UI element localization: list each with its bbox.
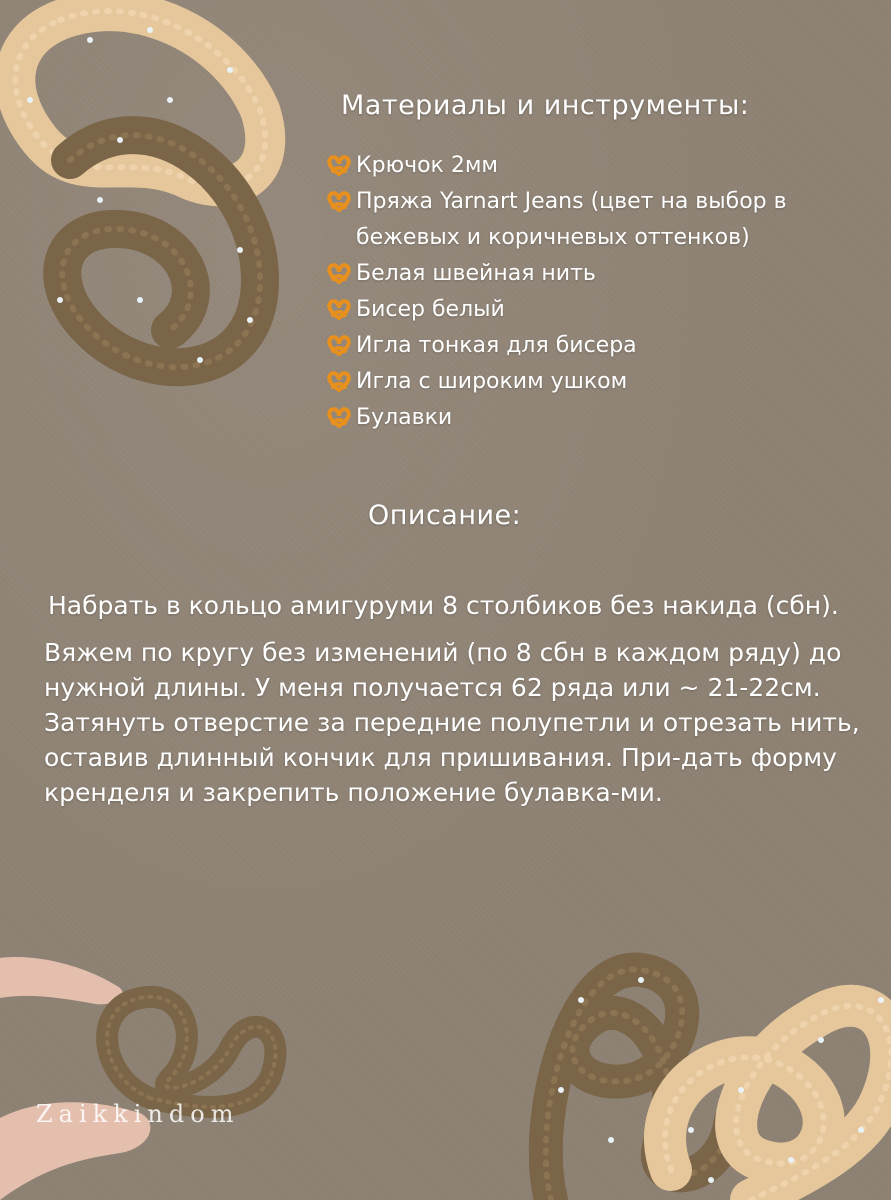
material-item-label: Крючок 2мм	[356, 153, 499, 178]
list-item	[326, 148, 856, 184]
description-title: Описание:	[368, 500, 522, 531]
pretzel-emoji-icon	[326, 328, 356, 364]
pretzel-photo-bottom	[491, 940, 891, 1200]
pretzel-emoji-icon	[326, 292, 356, 328]
pretzel-photo-top	[0, 0, 300, 410]
pretzel-emoji-icon	[326, 400, 356, 436]
pretzel-emoji-icon	[326, 184, 356, 220]
description-paragraph: Набрать в кольцо амигуруми 8 столбиков без накида (сбн).	[48, 591, 839, 620]
pretzel-emoji-icon	[326, 148, 356, 184]
list-item	[326, 364, 856, 400]
list-item	[326, 328, 856, 364]
watermark: Zaikkindom	[36, 1100, 240, 1128]
material-item-label: Бисер белый	[356, 297, 505, 322]
materials-title: Материалы и инструменты:	[341, 90, 750, 121]
description-paragraph: Вяжем по кругу без изменений (по 8 сбн в каждом ряду) до нужной длины. У меня получается 62 ряда или ~ 21-22см.	[44, 638, 842, 702]
material-item-label: Булавки	[356, 405, 453, 430]
materials-list	[326, 148, 856, 436]
hand-holding-pretzel-photo	[0, 948, 300, 1200]
list-item	[326, 184, 856, 256]
description-paragraph: Затянуть отверстие за передние полупетли и отрезать нить, оставив длинный кончик для пришивания. При-дать форму кренделя и закрепить положение булавка-ми.	[44, 708, 860, 807]
pretzel-emoji-icon	[326, 256, 356, 292]
material-item-label: Игла тонкая для бисера	[356, 333, 637, 358]
list-item	[326, 400, 856, 436]
material-item-label: Белая швейная нить	[356, 261, 596, 286]
list-item	[326, 256, 856, 292]
material-item-label: Пряжа Yarnart Jeans (цвет на выбор в бежевых и коричневых оттенков)	[356, 189, 787, 250]
list-item	[326, 292, 856, 328]
description-body	[44, 588, 864, 810]
pretzel-emoji-icon	[326, 364, 356, 400]
material-item-label: Игла с широким ушком	[356, 369, 628, 394]
